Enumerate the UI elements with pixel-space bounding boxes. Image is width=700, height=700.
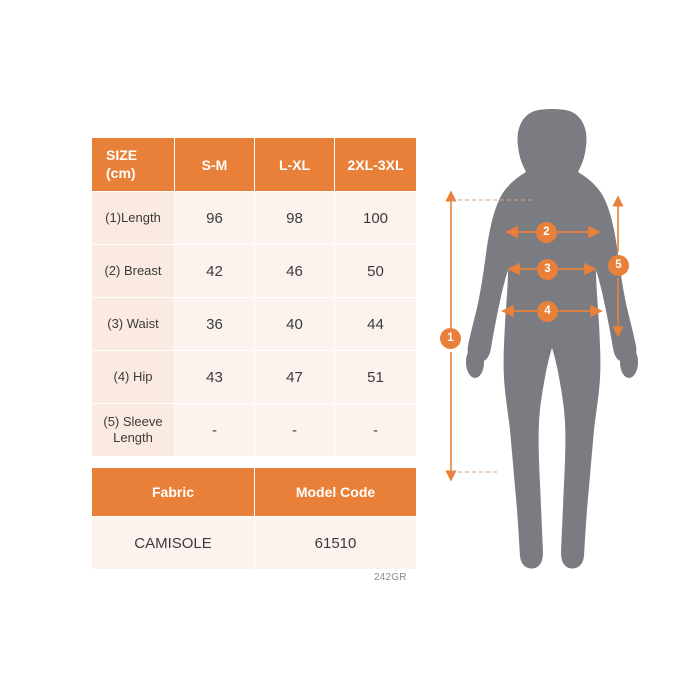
cell-waist-s-m: 36: [175, 298, 255, 351]
cell-sleeve-s-m: -: [175, 404, 255, 457]
cell-sleeve-l-xl: -: [255, 404, 335, 457]
cell-breast-l-xl: 46: [255, 245, 335, 298]
cell-hip-s-m: 43: [175, 351, 255, 404]
row-label-sleeve-line2: Length: [113, 430, 153, 445]
row-label-hip: (4) Hip: [92, 351, 175, 404]
header-size-line1: SIZE: [106, 147, 138, 163]
cell-length-l-xl: 98: [255, 192, 335, 245]
row-label-sleeve-line1: (5) Sleeve: [103, 413, 163, 429]
cell-length-2xl-3xl: 100: [335, 192, 417, 245]
cell-hip-2xl-3xl: 51: [335, 351, 417, 404]
fabric-info-table: [91, 467, 417, 570]
measurement-badge-2: 2: [536, 222, 557, 243]
table-row: [92, 192, 417, 245]
header-col-2xl-3xl: 2XL-3XL: [335, 138, 417, 192]
size-measurement-table: [91, 137, 417, 457]
header-model-code: Model Code: [255, 468, 417, 517]
value-fabric: CAMISOLE: [92, 517, 255, 570]
cell-breast-s-m: 42: [175, 245, 255, 298]
header-size-label: [92, 138, 175, 192]
value-model-code: 61510: [255, 517, 417, 570]
table-header-row: [92, 138, 417, 192]
header-size-line2: (cm): [106, 164, 136, 181]
measurement-badge-5: 5: [608, 255, 629, 276]
measurement-badge-4: 4: [537, 301, 558, 322]
table-row: [92, 298, 417, 351]
code-note: 242GR: [374, 572, 407, 583]
row-label-sleeve-length: [92, 404, 175, 457]
table-row: [92, 245, 417, 298]
measurement-figure: [440, 100, 670, 580]
header-fabric: Fabric: [92, 468, 255, 517]
table-row: [92, 404, 417, 457]
cell-breast-2xl-3xl: 50: [335, 245, 417, 298]
cell-length-s-m: 96: [175, 192, 255, 245]
female-body-silhouette-icon: [440, 100, 670, 580]
fabric-value-row: [92, 517, 417, 570]
row-label-length: (1)Length: [92, 192, 175, 245]
header-col-l-xl: L-XL: [255, 138, 335, 192]
measurement-badge-3: 3: [537, 259, 558, 280]
fabric-header-row: [92, 468, 417, 517]
header-col-s-m: S-M: [175, 138, 255, 192]
measurement-badge-1: 1: [440, 328, 461, 349]
cell-waist-l-xl: 40: [255, 298, 335, 351]
row-label-breast: (2) Breast: [92, 245, 175, 298]
cell-waist-2xl-3xl: 44: [335, 298, 417, 351]
table-row: [92, 351, 417, 404]
row-label-waist: (3) Waist: [92, 298, 175, 351]
cell-sleeve-2xl-3xl: -: [335, 404, 417, 457]
cell-hip-l-xl: 47: [255, 351, 335, 404]
